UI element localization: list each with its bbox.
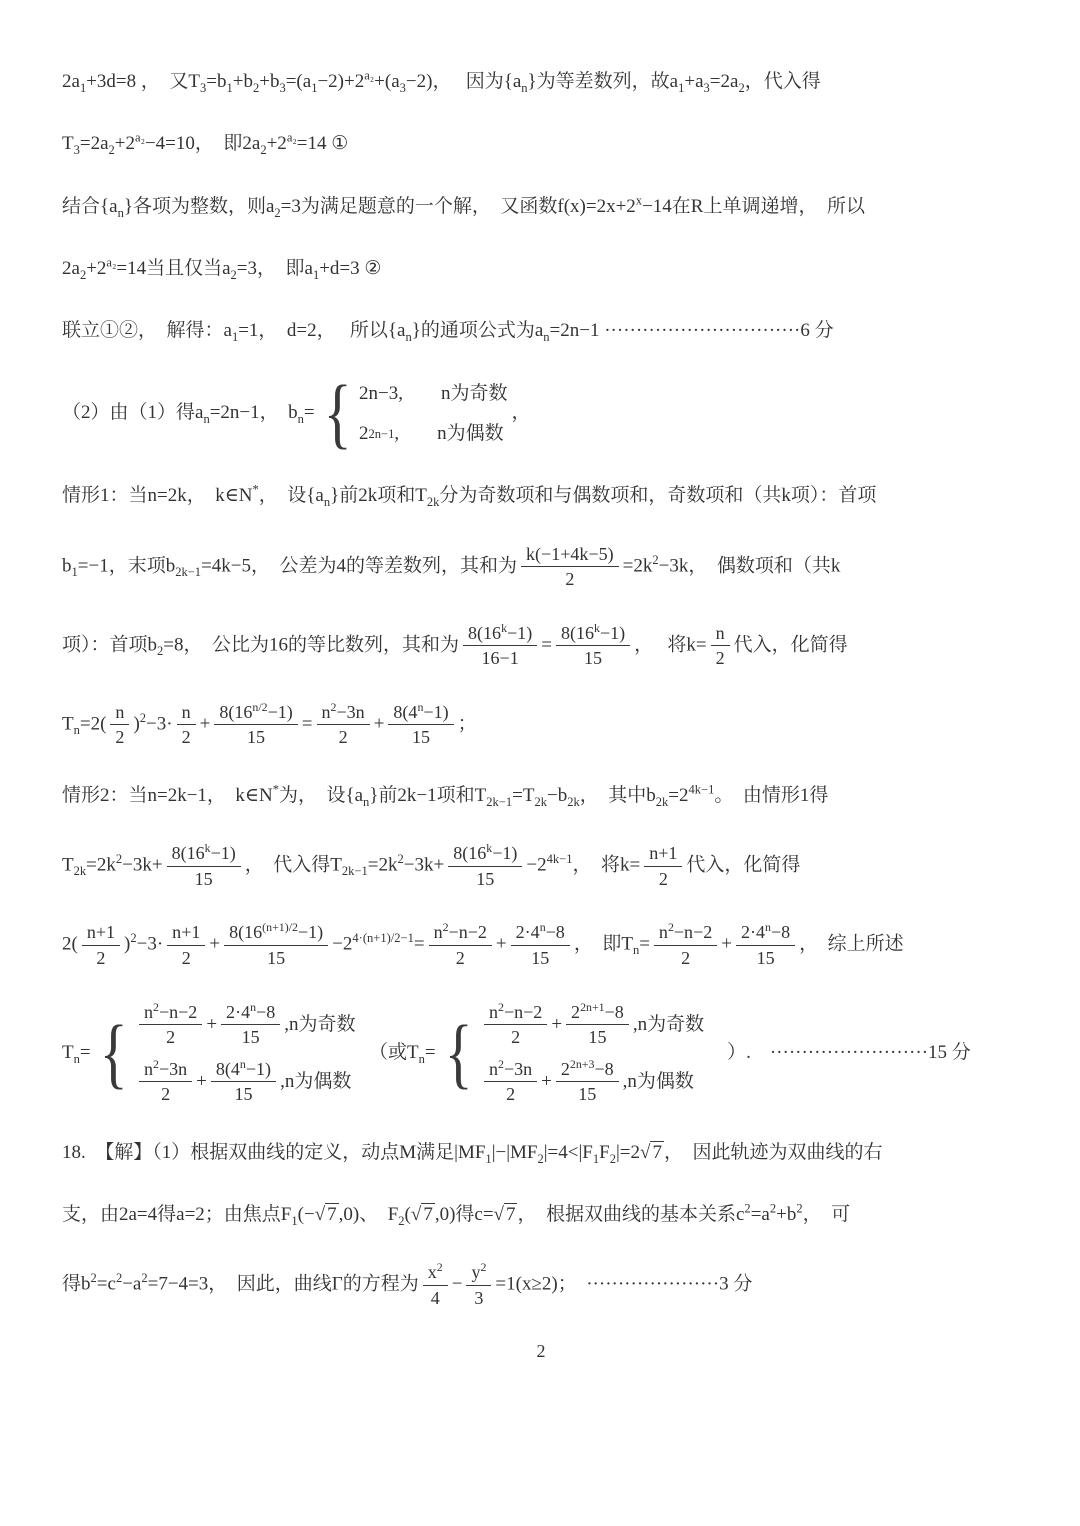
fraction-denominator: 2 bbox=[181, 948, 191, 969]
cases-row: $\frac{n^2-n-2}{2}$ + $\frac{2^{2n+1}-8}{15}$ ,n为奇数 bbox=[480, 1001, 704, 1049]
fraction bbox=[556, 622, 630, 670]
fraction-denominator: 16−1 bbox=[481, 648, 519, 669]
fraction bbox=[423, 1261, 448, 1309]
fraction-numerator: $8(16^k-1)$ bbox=[167, 842, 241, 867]
fraction-numerator: n+1 bbox=[644, 842, 682, 867]
cases-rows bbox=[480, 1001, 704, 1106]
fraction-denominator: 15 bbox=[578, 1084, 597, 1105]
page-number: 2 bbox=[536, 1340, 546, 1361]
line-problem18-equation: 得$b^2=c^2-a^2=7-4=3$， 因此，曲线Γ的方程为 $\frac{x^2}{4}$ − $\frac{y^2}{3}$ =1(x≥2)； ·····················3 分 bbox=[62, 1260, 753, 1308]
fraction-numerator: $n^2-n-2$ bbox=[139, 1001, 202, 1026]
fraction-denominator: 15 bbox=[234, 1084, 253, 1105]
fraction-numerator: $n^2-3n$ bbox=[139, 1058, 192, 1083]
cases-row: $\frac{n^2-n-2}{2}$ + $\frac{2\cdot 4^n-8}{15}$ ,n为奇数 bbox=[135, 1001, 356, 1049]
fraction bbox=[644, 842, 682, 890]
fraction bbox=[463, 622, 537, 670]
line-case2-intro: 情形2：当n=2k−1， k∈N*为， 设$\{a_n\}$前2k−1项和$T_{2k-1}=T_{2k}-b_{2k}$， 其中$b_{2k}=2^{4k-1}$。 由情形1得 bbox=[62, 782, 829, 809]
cases-row: 2n−3, n为奇数 bbox=[359, 382, 508, 404]
sqrt-radicand: 7 bbox=[423, 1204, 433, 1226]
line-problem18-foci: 支，由2a=4得a=2；由焦点$F_1(-√$ 7 ,0)、 $F_2(√$ 7 ,0)得c=√ 7 ， 根据双曲线的基本关系$c^2=a^2+b^2$， 可 bbox=[62, 1201, 851, 1228]
fraction bbox=[211, 1058, 276, 1106]
fraction bbox=[139, 1001, 202, 1049]
left-brace: { bbox=[323, 370, 352, 457]
sqrt-expression: √ 7 bbox=[314, 1204, 337, 1226]
sqrt-radicand: 7 bbox=[327, 1204, 337, 1226]
line-general-term: 联立①②， 解得：$a_1=1$， d=2， 所以$\{a_n\}$的通项公式为$a_n=2n-1 \cdot\cdot\cdot\cdot\cdot\cdot\cdot\cdot\cdot\cdot\cdot\cdot\cdot\cdot\cdot\cdot\cdot\cdot\cdot\cdot\cdot\cdot\cdot\cdot\cdot\cdot\cdot\cdot\cdot\cdot\cdot 6$ 分 bbox=[62, 320, 834, 345]
document-body bbox=[62, 66, 1020, 1310]
fraction-denominator: 15 bbox=[411, 727, 431, 748]
cases-rows bbox=[359, 378, 507, 450]
fraction-denominator: 3 bbox=[474, 1287, 484, 1308]
fraction-numerator: $8(16^k-1)$ bbox=[556, 622, 630, 647]
fraction-numerator: $y^2$ bbox=[466, 1261, 491, 1286]
fraction-denominator: 15 bbox=[531, 948, 550, 969]
line-equation-2: $2a_2+2^{a_2}=14$当且仅当$a_2=3$， 即$a_1+d=3$ ② bbox=[62, 255, 382, 282]
fraction-denominator: 2 bbox=[658, 868, 668, 889]
fraction-denominator: 2 bbox=[338, 727, 348, 748]
fraction bbox=[214, 701, 297, 749]
fraction bbox=[484, 1058, 537, 1106]
fraction-denominator: 2 bbox=[511, 1027, 521, 1048]
fraction-numerator: n bbox=[110, 701, 129, 726]
fraction bbox=[139, 1058, 192, 1106]
fraction bbox=[448, 842, 522, 890]
fraction bbox=[711, 622, 730, 670]
fraction-denominator: 2 bbox=[565, 569, 575, 590]
piecewise-cases bbox=[319, 370, 508, 457]
fraction bbox=[484, 1001, 547, 1049]
fraction bbox=[429, 921, 492, 969]
line-case1-odd-sum: $b_1=-1$，末项$b_{2k-1}=4k-5$， 公差为4的等差数列，其和为 $\frac{k(-1+4k-5)}{2}$ $=2k^2-3k$， 偶数项和（共k bbox=[62, 543, 841, 590]
fraction-denominator: 15 bbox=[756, 948, 775, 969]
fraction-numerator: $8(16^k-1)$ bbox=[463, 622, 537, 647]
fraction-denominator: 2 bbox=[506, 1084, 516, 1105]
fraction-numerator: $2\cdot 4^n-8$ bbox=[736, 921, 795, 946]
fraction-denominator: 15 bbox=[241, 1027, 260, 1048]
fraction-numerator: n+1 bbox=[82, 921, 120, 946]
fraction-numerator: k(−1+4k−5) bbox=[521, 543, 619, 568]
sqrt-expression: √ 7 bbox=[640, 1141, 662, 1163]
fraction bbox=[521, 543, 619, 591]
piecewise-cases bbox=[440, 1001, 705, 1106]
fraction-numerator: $2^{2n+1}-8$ bbox=[566, 1001, 629, 1026]
fraction-denominator: 4 bbox=[430, 1287, 440, 1308]
cases-rows bbox=[135, 1001, 356, 1106]
fraction-numerator: $8(16^k-1)$ bbox=[448, 842, 522, 867]
fraction-numerator: $n^2-3n$ bbox=[484, 1058, 537, 1083]
fraction-numerator: $n^2-n-2$ bbox=[484, 1001, 547, 1026]
fraction-numerator: $8(4^n-1)$ bbox=[211, 1058, 276, 1083]
fraction-numerator: $x^2$ bbox=[423, 1261, 448, 1286]
fraction-numerator: $2^{2n+3}-8$ bbox=[556, 1058, 619, 1083]
line-case2-result: 2( $\frac{n+1}{2}$ )$^2$−3· $\frac{n+1}{2}$ + $\frac{8(16^{(n+1)/2}-1)}{15}$ $-2^{4\cdot(n+1)/2-1}=$ $\frac{n^2-n-2}{2}$ + $\frac{2\cdot 4^n-8}{15}$ ， 即$T_n=$ $\frac{n^2-n-2}{2}$ + $\frac{2\cdot 4^n-8}{15}$ ， 综上所述 bbox=[62, 920, 904, 969]
fraction-denominator: 2 bbox=[455, 948, 465, 969]
sqrt-radicand: 7 bbox=[652, 1141, 662, 1163]
fraction-numerator: $n^2-n-2$ bbox=[654, 921, 717, 946]
line-problem18-intro: 18. 【解】（1）根据双曲线的定义，动点M满足$|MF_1|-|MF_2|=4<|F_1F_2|=2√$ 7 ， 因此轨迹为双曲线的右 bbox=[62, 1141, 883, 1166]
line-integer-reasoning: 结合$\{a_n\}$各项为整数，则$a_2=3$为满足题意的一个解， 又函数$f(x)=2x+2^x-14$在R上单调递增， 所以 bbox=[62, 193, 865, 220]
cases-row: $\frac{n^2-3n}{2}$ + $\frac{2^{2n+3}-8}{15}$ ,n为偶数 bbox=[480, 1058, 704, 1106]
fraction-denominator: 15 bbox=[584, 648, 603, 669]
fraction-numerator: n bbox=[177, 701, 196, 726]
left-brace: { bbox=[99, 1009, 128, 1096]
fraction bbox=[82, 921, 120, 969]
fraction bbox=[167, 921, 205, 969]
sqrt-radicand: 7 bbox=[505, 1204, 516, 1226]
fraction bbox=[177, 701, 196, 749]
fraction bbox=[388, 701, 453, 749]
piecewise-cases bbox=[95, 1001, 356, 1106]
line-final-piecewise: $T_n=$ { $\frac{n^2-n-2}{2}$ + $\frac{2\cdot 4^n-8}{15}$ ,n为奇数 $\frac{n^2-3n}{2}$ + $\frac{8(4^n-1)}{15}$ ,n为偶数 （或$T_n=$ { $\frac{n^2-n-2}{2}$ + $\frac{2^{2n+1}-8}{15}$ ,n为奇数 $\frac{n^2-3n}{2}$ + $\frac{2^{2n+3}-8}{15}$ ,n为偶数 ）. ·························15 分 bbox=[62, 999, 971, 1105]
fraction-denominator: 2 bbox=[715, 648, 725, 669]
fraction-denominator: 15 bbox=[267, 948, 286, 969]
line-case1-even-sum: 项）：首项$b_2=8$， 公比为16的等比数列，其和为 $\frac{8(16^k-1)}{16-1}$ = $\frac{8(16^k-1)}{15}$ ， 将k= $\frac{n}{2}$ 代入，化简得 bbox=[62, 620, 848, 669]
fraction-numerator: $8(16^{(n+1)/2}-1)$ bbox=[224, 921, 328, 946]
fraction-numerator: $8(16^{n/2}-1)$ bbox=[214, 701, 297, 726]
fraction-denominator: 2 bbox=[161, 1084, 171, 1105]
line-case1-intro: 情形1：当n=2k， k∈N*， 设$\{a_n\}$前2k项和$T_{2k}$分为奇数项和与偶数项和，奇数项和（共k项）：首项 bbox=[62, 483, 877, 510]
sqrt-expression: √ 7 bbox=[493, 1204, 516, 1226]
line-case1-result: $T_n=2$( $\frac{n}{2}$ )$^2$−3· $\frac{n}{2}$ + $\frac{8(16^{n/2}-1)}{15}$ = $\frac{n^2-3n}{2}$ + $\frac{8(4^n-1)}{15}$ ； bbox=[62, 699, 477, 748]
line-case2-substitute: $T_{2k}=2k^2-3k+$ $\frac{8(16^k-1)}{15}$ ， 代入得$T_{2k-1}=2k^2-3k+$ $\frac{8(16^k-1)}{15}$ $-2^{4k-1}$， 将k= $\frac{n+1}{2}$ 代入，化简得 bbox=[62, 841, 801, 889]
fraction-denominator: 2 bbox=[681, 948, 691, 969]
fraction bbox=[566, 1001, 629, 1049]
fraction-numerator: $2\cdot 4^n-8$ bbox=[221, 1001, 280, 1026]
fraction-denominator: 2 bbox=[181, 727, 191, 748]
sqrt-expression: √ 7 bbox=[410, 1204, 433, 1226]
left-brace: { bbox=[444, 1009, 473, 1096]
fraction-numerator: $n^2-n-2$ bbox=[429, 921, 492, 946]
fraction bbox=[654, 921, 717, 969]
fraction bbox=[511, 921, 570, 969]
cases-row: 2 2n−1 , n为偶数 bbox=[359, 423, 504, 445]
fraction bbox=[736, 921, 795, 969]
fraction-numerator: $8(4^n-1)$ bbox=[388, 701, 453, 726]
line-equation-1: $T_3=2a_2+2^{a_2}-4=10$， 即$2a_2+2^{a_2}=14$ ① bbox=[62, 131, 349, 158]
fraction-numerator: $2\cdot 4^n-8$ bbox=[511, 921, 570, 946]
line-bn-definition: （2）由（1）得$a_n=2n-1$， $b_n=$ { 2n−3, n为奇数 2 2n−1 , n为偶数 ， bbox=[62, 370, 531, 457]
fraction bbox=[221, 1001, 280, 1049]
fraction bbox=[224, 921, 328, 969]
fraction bbox=[317, 701, 370, 749]
fraction bbox=[466, 1261, 491, 1309]
fraction-numerator: $n^2-3n$ bbox=[317, 701, 370, 726]
fraction-numerator: n+1 bbox=[167, 921, 205, 946]
fraction bbox=[556, 1058, 619, 1106]
fraction-denominator: 2 bbox=[96, 948, 106, 969]
fraction-denominator: 2 bbox=[166, 1027, 176, 1048]
fraction-denominator: 15 bbox=[247, 727, 266, 748]
fraction bbox=[110, 701, 129, 749]
line-sum-setup: $2a_1+3d=8$ ， 又$T_3=b_1+b_2+b_3=(a_1-2)+2^{a_2}+(a_3-2)$， 因为$\{a_n\}$为等差数列，故$a_1+a_3=2a_2$，代入得 bbox=[62, 68, 821, 95]
fraction-denominator: 2 bbox=[115, 727, 125, 748]
fraction-denominator: 15 bbox=[476, 868, 495, 889]
fraction bbox=[167, 842, 241, 890]
fraction-denominator: 15 bbox=[194, 868, 213, 889]
cases-row: $\frac{n^2-3n}{2}$ + $\frac{8(4^n-1)}{15}$ ,n为偶数 bbox=[135, 1058, 356, 1106]
fraction-numerator: n bbox=[711, 622, 730, 647]
fraction-denominator: 15 bbox=[588, 1027, 607, 1048]
